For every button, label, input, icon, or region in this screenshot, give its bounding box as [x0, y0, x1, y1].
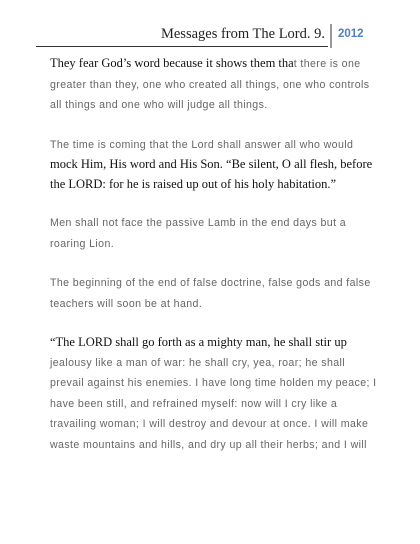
text-line — [50, 95, 395, 116]
text-line — [50, 213, 395, 234]
paragraph — [50, 333, 395, 455]
text-segment: travailing woman; I will destroy and devour at once. I will make — [50, 418, 369, 430]
text-segment: jealousy like a man of war: he shall cry, yea, roar; he shall — [50, 356, 346, 369]
text-line — [50, 75, 395, 96]
text-segment: They fear God’s word because it shows them tha — [50, 56, 294, 70]
header-rule — [36, 46, 328, 47]
text-line — [50, 294, 395, 315]
text-line — [50, 135, 395, 156]
text-segment: waste mountains and hills, and dry up all their herbs; and I will — [50, 438, 367, 451]
text-line — [50, 175, 395, 195]
page-title: Messages from The Lord. 9. — [160, 26, 325, 42]
text-segment: “The LORD shall go forth as a mighty man, he shall stir up — [50, 335, 347, 349]
text-segment: Men shall not face the passive Lamb in the end days but a — [50, 217, 347, 229]
document-body — [50, 54, 395, 474]
header-separator — [330, 24, 332, 48]
text-segment: all things and one who will judge all things. — [50, 99, 268, 111]
text-line — [50, 234, 395, 255]
text-line — [50, 353, 395, 374]
text-segment: The beginning of the end of false doctrine, false gods and false — [50, 277, 371, 289]
text-segment: the LORD: for he is raised up out of his holy habitation.” — [50, 176, 337, 191]
paragraph — [50, 213, 395, 254]
text-line — [50, 394, 395, 415]
paragraph — [50, 273, 395, 314]
text-segment: t there is one — [293, 58, 361, 70]
text-line — [50, 414, 395, 435]
text-segment: teachers will soon be at hand. — [50, 297, 203, 310]
text-segment: roaring Lion. — [50, 237, 115, 250]
text-segment: prevail against his enemies. I have long time holden my peace; I — [50, 377, 377, 389]
text-line — [50, 373, 395, 394]
paragraph — [50, 135, 395, 195]
text-segment: mock Him, His word and His Son. “Be silent, O all flesh, before — [50, 157, 373, 171]
text-segment: The time is coming that the Lord shall answer all who would — [50, 138, 354, 151]
text-segment: have been still, and refrained myself: now will I cry like a — [50, 397, 338, 410]
text-line — [50, 273, 395, 294]
page-header — [0, 24, 420, 54]
text-segment: greater than they, one who created all things, one who controls — [50, 78, 370, 91]
text-line — [50, 435, 395, 456]
text-line — [50, 155, 395, 175]
text-line — [50, 333, 395, 353]
header-year: 2012 — [338, 28, 364, 40]
paragraph — [50, 54, 395, 116]
text-line — [50, 54, 395, 75]
